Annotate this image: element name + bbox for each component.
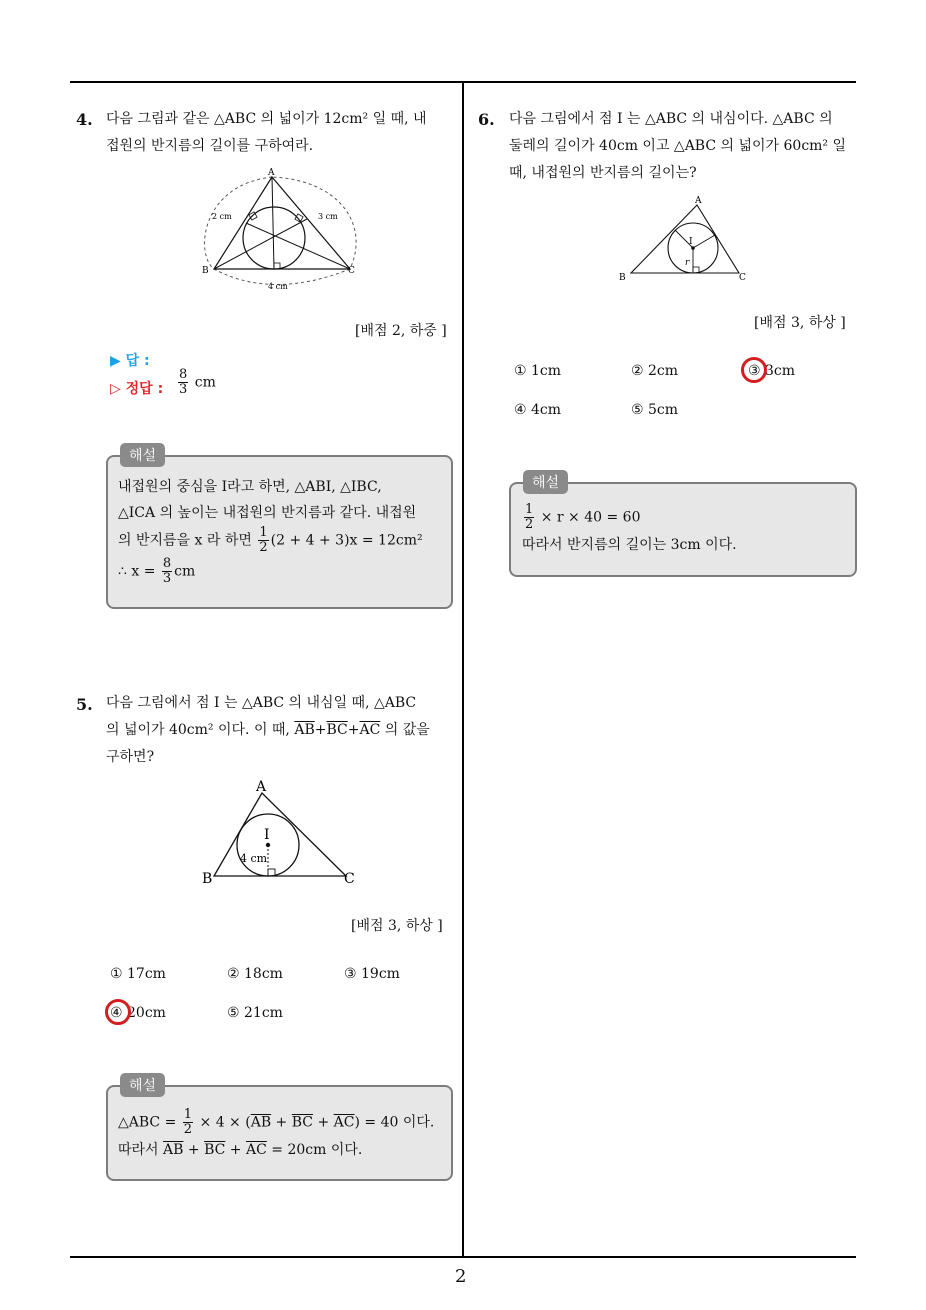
solution-line: △ICA 의 높이는 내접원의 반지름과 같다. 내접원 <box>118 505 417 521</box>
denominator: 3 <box>179 382 188 397</box>
text: ∴ x = <box>118 563 156 580</box>
radius-line <box>693 235 715 248</box>
question-5-line-2: 의 넓이가 40cm² 이다. 이 때, $\overline{AB}+\overline{BC}+\overline{AC}$ 의 값을 <box>106 722 430 738</box>
text: × r × 40 = 60 <box>540 509 641 526</box>
segment-ab: $\overline{AB}$ <box>294 722 315 738</box>
right-angle-mark <box>295 214 303 222</box>
text: cm <box>174 563 196 580</box>
question-4-line-2: 접원의 반지름의 길이를 구하여라. <box>106 138 314 154</box>
question-4-number: 4. <box>76 110 93 129</box>
segment-ab: $\overline{AB}$ <box>250 1114 272 1131</box>
bottom-rule <box>70 1256 856 1258</box>
page-number: 2 <box>455 1266 467 1287</box>
vertex-a-label: A <box>256 779 267 795</box>
solution-tag: 해설 <box>120 1073 165 1097</box>
text: 의 값을 <box>384 722 430 738</box>
selected-answer-mark <box>741 357 767 383</box>
segment-ac: $\overline{AC}$ <box>333 1114 355 1131</box>
side-ac-label: 3 cm <box>318 212 338 221</box>
choice-5[interactable]: ⑤ 5cm <box>631 402 679 418</box>
text: (2 + 4 + 3)x = 12cm² <box>270 532 423 549</box>
denominator: 2 <box>259 540 268 555</box>
text: 의 넓이가 40cm² 이다. 이 때, <box>106 722 290 738</box>
question-6-number: 6. <box>478 110 495 129</box>
segment-bc: $\overline{BC}$ <box>291 1114 314 1131</box>
triangle <box>214 177 350 269</box>
question-5-score: [배점 3, 하상 ] <box>351 918 443 934</box>
numerator: 1 <box>183 1107 193 1122</box>
text: 따라서 <box>118 1142 159 1158</box>
question-5-line-1: 다음 그림에서 점 I 는 △ABC 의 내심일 때, △ABC <box>106 695 417 711</box>
segment-ac: $\overline{AC}$ <box>245 1142 267 1158</box>
choice-4[interactable]: ④ 20cm <box>110 1005 166 1021</box>
solution-line: 따라서 반지름의 길이는 3cm 이다. <box>522 537 737 553</box>
vertex-b-label: B <box>619 273 626 283</box>
unit: cm <box>194 374 216 391</box>
question-4-line-1: 다음 그림과 같은 △ABC 의 넓이가 12cm² 일 때, 내 <box>106 111 427 127</box>
text: △ABC = <box>118 1114 177 1131</box>
question-6-figure <box>615 193 755 288</box>
side-bc-label: 4 cm <box>268 282 288 291</box>
numerator: 1 <box>259 525 268 540</box>
question-5-line-3: 구하면? <box>106 749 155 765</box>
choice-5[interactable]: ⑤ 21cm <box>227 1005 283 1021</box>
column-divider <box>462 83 464 1258</box>
vertex-c-label: C <box>344 871 355 887</box>
vertex-a-label: A <box>695 196 702 206</box>
solution-line <box>118 526 448 555</box>
solution-6-text <box>522 503 852 558</box>
solution-line <box>522 503 852 532</box>
solution-line: 내접원의 중심을 I라고 하면, △ABI, △IBC, <box>118 479 382 495</box>
question-6-line-1: 다음 그림에서 점 I 는 △ABC 의 내심이다. △ABC 의 <box>509 111 833 127</box>
question-5-number: 5. <box>76 695 93 714</box>
radius-label: 4 cm <box>240 852 268 865</box>
vertex-b-label: B <box>202 266 209 276</box>
question-6-line-2: 둘레의 길이가 40cm 이고 △ABC 의 넓이가 60cm² 일 <box>509 138 847 154</box>
triangle <box>214 793 346 876</box>
choice-2[interactable]: ② 2cm <box>631 363 679 379</box>
fraction <box>524 503 534 532</box>
vertex-c-label: C <box>739 273 746 283</box>
question-4-figure <box>200 165 365 295</box>
bisector-a <box>272 177 274 269</box>
answer-label: ▶ 답 : <box>110 353 150 369</box>
correct-answer-label: ▷ 정답 : <box>110 381 164 397</box>
text: × 4 × ( <box>199 1114 251 1131</box>
solution-tag: 해설 <box>523 470 568 494</box>
text: ) = 40 이다. <box>354 1114 435 1131</box>
selected-answer-mark <box>105 999 131 1025</box>
fraction <box>178 368 188 397</box>
question-5-figure <box>200 775 365 890</box>
numerator: 8 <box>162 556 172 571</box>
choice-3[interactable]: ③ 19cm <box>344 966 400 982</box>
vertex-c-label: C <box>348 266 355 276</box>
segment-bc: $\overline{BC}$ <box>326 722 348 738</box>
denominator: 2 <box>183 1122 193 1137</box>
choice-4[interactable]: ④ 4cm <box>514 402 562 418</box>
question-6-score: [배점 3, 하상 ] <box>754 315 846 331</box>
denominator: 3 <box>162 571 172 586</box>
choice-1[interactable]: ① 1cm <box>514 363 562 379</box>
question-6-text <box>509 106 861 187</box>
choice-2[interactable]: ② 18cm <box>227 966 283 982</box>
text: 의 반지름을 x 라 하면 <box>118 532 252 549</box>
solution-5-text <box>118 1108 453 1163</box>
side-ab-label: 2 cm <box>212 212 232 221</box>
choice-1[interactable]: ① 17cm <box>110 966 166 982</box>
numerator: 1 <box>525 502 534 517</box>
denominator: 2 <box>525 517 534 532</box>
fraction <box>258 526 268 555</box>
question-4-text <box>106 106 456 160</box>
choice-3[interactable]: ③ 3cm <box>748 363 796 379</box>
segment-bc: $\overline{BC}$ <box>204 1142 226 1158</box>
solution-line: △ABC = $\frac{1}{2}$ × $4 \times (\overline{AB} + \overline{BC} + \overline{AC}) = 40$ 이다. <box>118 1107 435 1137</box>
solution-line: 따라서 $\overline{AB} + \overline{BC} + \overline{AC} = 20cm$ 이다. <box>118 1142 363 1158</box>
question-6-line-3: 때, 내접원의 반지름의 길이는? <box>509 165 697 181</box>
vertex-a-label: A <box>268 168 275 178</box>
vertex-b-label: B <box>202 871 213 887</box>
solution-4-text <box>118 474 448 586</box>
fraction <box>162 557 172 586</box>
segment-ab: $\overline{AB}$ <box>163 1142 184 1158</box>
question-5-text <box>106 690 458 771</box>
incenter-label: I <box>264 827 270 843</box>
solution-line <box>118 557 448 586</box>
bisector-c <box>246 223 350 269</box>
incenter-label: I <box>689 237 693 247</box>
question-4-score: [배점 2, 하중 ] <box>355 323 447 339</box>
solution-tag: 해설 <box>120 443 165 467</box>
correct-answer-value <box>176 368 216 397</box>
radius-label: r <box>685 258 690 268</box>
numerator: 8 <box>179 367 188 382</box>
fraction <box>183 1108 193 1137</box>
text: = 20cm 이다. <box>271 1142 363 1158</box>
segment-ac: $\overline{AC}$ <box>359 722 381 738</box>
